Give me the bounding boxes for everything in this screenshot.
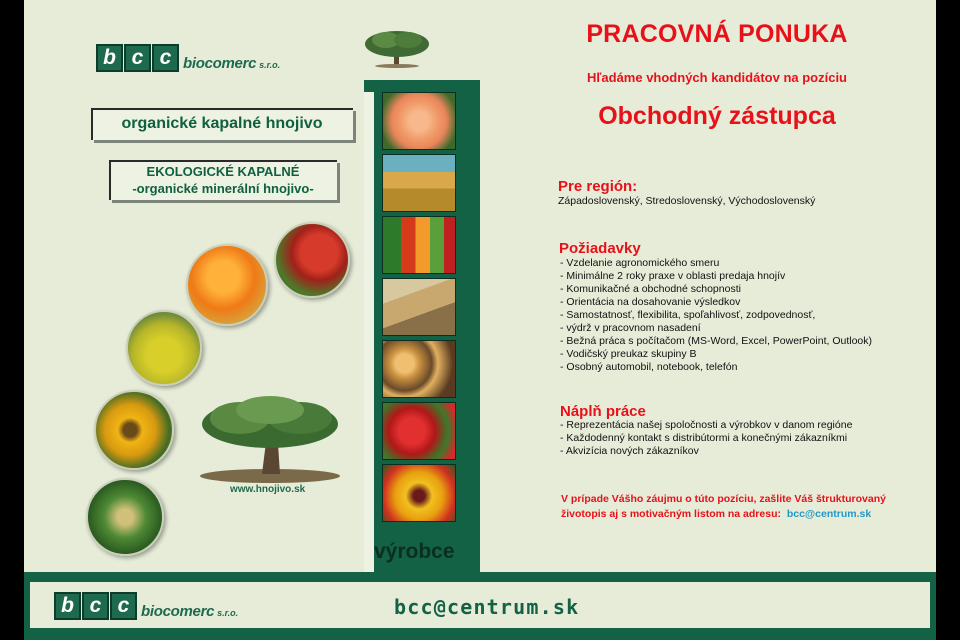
list-item: - Akvizícia nových zákazníkov: [560, 445, 699, 457]
strawberries-photo: [382, 402, 456, 460]
product-type-line1: EKOLOGICKÉ KAPALNÉ: [146, 164, 300, 179]
contact-line: [561, 507, 886, 522]
product-label: organické kapalné hnojivo: [121, 115, 323, 132]
list-item: - Samostatnosť, flexibilita, spoľahlivosť, zodpovednosť,: [560, 309, 816, 321]
list-item: - Komunikačné a obchodné schopnosti: [560, 283, 741, 295]
list-item: - Vodičský preukaz skupiny B: [560, 348, 697, 360]
contact-note: [561, 492, 886, 522]
logo-name: biocomerc: [141, 603, 215, 620]
product-type-line2: -organické minerální hnojivo-: [132, 181, 314, 196]
logo-letter: b: [96, 44, 123, 72]
list-item: - výdrž v pracovnom nasadení: [560, 322, 701, 334]
job-offer-title: PRACOVNÁ PONUKA: [586, 20, 848, 48]
potatoes-photo: [382, 340, 456, 398]
logo-letter: b: [54, 592, 81, 620]
company-logo: [96, 44, 280, 72]
strip-edge: [364, 92, 374, 576]
duties-list: [560, 419, 852, 458]
list-item: - Reprezentácia našej spoločnosti a výrobkov v danom regióne: [560, 419, 853, 431]
logo-suffix: s.r.o.: [259, 60, 281, 70]
sunflowers-photo: [94, 390, 174, 470]
apples-photo: [274, 222, 350, 298]
footer-bar: [24, 572, 936, 640]
rose-photo: [382, 92, 456, 150]
grain-ears-photo: [382, 278, 456, 336]
list-item: - Vzdelanie agronomického smeru: [560, 257, 720, 269]
logo-letter: c: [124, 44, 151, 72]
list-item: - Bežná práca s počítačom (MS-Word, Excel, PowerPoint, Outlook): [560, 335, 873, 347]
product-type-box: [109, 160, 337, 200]
region-heading: Pre región:: [558, 178, 638, 195]
position-title: Obchodný zástupca: [598, 102, 836, 130]
list-item: - Minimálne 2 roky praxe v oblasti predaja hnojív: [560, 270, 786, 282]
producer-label: výrobce: [374, 540, 455, 563]
footer-logo: [54, 592, 238, 620]
vegetables-photo: [382, 216, 456, 274]
flyer: [24, 0, 936, 640]
footer-email-link[interactable]: bcc@centrum.sk: [394, 595, 580, 619]
requirements-list: [560, 257, 872, 374]
big-tree-icon: [196, 392, 344, 484]
duties-heading: Náplň práce: [560, 403, 646, 420]
logo-name: biocomerc: [183, 55, 257, 72]
logo-letter: c: [110, 592, 137, 620]
logo-suffix: s.r.o.: [217, 608, 239, 618]
product-photo-strip: [364, 80, 480, 576]
rapeseed-photo: [126, 310, 202, 386]
contact-text: životopis aj s motivačným listom na adresu:: [561, 508, 781, 520]
wheat-field-photo: [382, 154, 456, 212]
corn-photo: [86, 478, 164, 556]
contact-email-link[interactable]: bcc@centrum.sk: [786, 508, 872, 520]
website-link[interactable]: www.hnojivo.sk: [230, 484, 306, 495]
logo-letter: c: [152, 44, 179, 72]
pansy-flower-photo: [382, 464, 456, 522]
list-item: - Orientácia na dosahovanie výsledkov: [560, 296, 741, 308]
requirements-heading: Požiadavky: [559, 240, 641, 257]
list-item: - Osobný automobil, notebook, telefón: [560, 361, 738, 373]
list-item: - Každodenný kontakt s distribútormi a konečnými zákazníkmi: [560, 432, 848, 444]
job-subtitle: Hľadáme vhodných kandidátov na pozíciu: [587, 70, 847, 85]
contact-line: V prípade Vášho záujmu o túto pozíciu, zašlite Váš štrukturovaný: [561, 493, 886, 505]
logo-letter: c: [82, 592, 109, 620]
region-text: Západoslovenský, Stredoslovenský, Východoslovenský: [558, 195, 816, 207]
peaches-photo: [186, 244, 268, 326]
product-label-box: [91, 108, 353, 140]
tree-icon: [362, 28, 432, 68]
